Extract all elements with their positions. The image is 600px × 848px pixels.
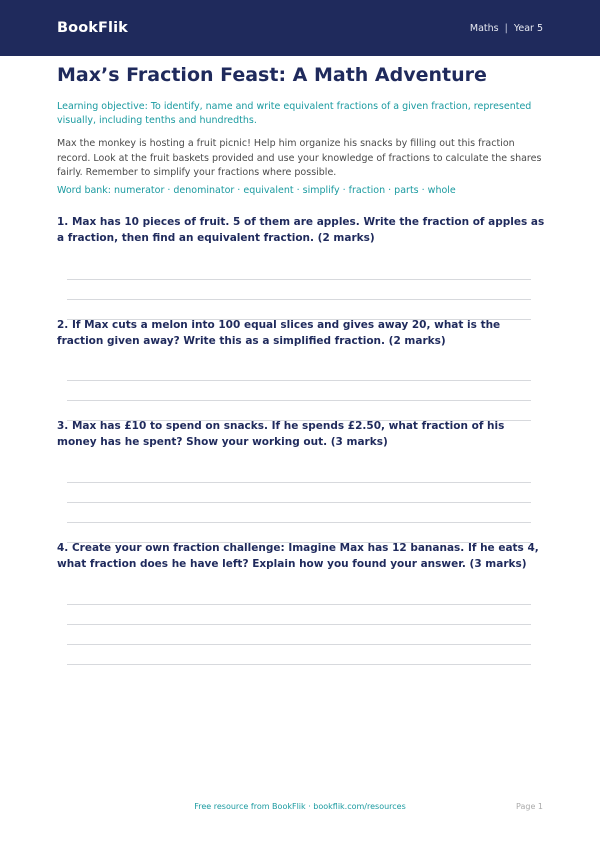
subject-label: Maths (469, 22, 499, 34)
question-1: 1. Max has 10 pieces of fruit. 5 of them are apples. Write the fraction of apples as a fraction, then find an equivalent fraction. (2 marks) (57, 216, 545, 244)
brand-logo[interactable]: BookFlik (57, 20, 128, 36)
answer-line-q3-2[interactable] (67, 502, 531, 503)
meta-separator: | (504, 22, 508, 34)
word-bank: Word bank: numerator · denominator · equivalent · simplify · fraction · parts · whole (57, 185, 456, 196)
learning-objective: Learning objective: To identify, name and write equivalent fractions of a given fraction, represented visually, including tenths and hundredths. (57, 101, 532, 126)
answer-line-q1-2[interactable] (67, 299, 531, 300)
answer-line-q4-3[interactable] (67, 644, 531, 645)
intro-paragraph: Max the monkey is hosting a fruit picnic! Help him organize his snacks by filling out this fraction record. Look at the fruit baskets provided and use your knowledge of fractions to calculate the shares fairly. Remember to simplify your fractions where possible. (57, 138, 542, 178)
answer-line-q3-3[interactable] (67, 522, 531, 523)
answer-line-q2-2[interactable] (67, 400, 531, 401)
year-label: Year 5 (513, 22, 543, 34)
answer-line-q3-1[interactable] (67, 482, 531, 483)
footer-resource-link[interactable]: Free resource from BookFlik · bookflik.com/resources (194, 802, 406, 811)
question-4: 4. Create your own fraction challenge: Imagine Max has 12 bananas. If he eats 4, what fraction does he have left? Explain how you found your answer. (3 marks) (57, 542, 539, 570)
question-2: 2. If Max cuts a melon into 100 equal slices and gives away 20, what is the fraction given away? Write this as a simplified fraction. (2 marks) (57, 319, 501, 347)
answer-line-q1-1[interactable] (67, 279, 531, 280)
answer-line-q4-1[interactable] (67, 604, 531, 605)
page-number: Page 1 (516, 802, 543, 811)
question-3: 3. Max has £10 to spend on snacks. If he spends £2.50, what fraction of his money has he spent? Show your working out. (3 marks) (57, 420, 505, 448)
answer-line-q4-4[interactable] (67, 664, 531, 665)
header-meta (470, 23, 543, 34)
header-bar (0, 0, 600, 56)
answer-line-q2-1[interactable] (67, 380, 531, 381)
answer-line-q4-2[interactable] (67, 624, 531, 625)
page-title: Max’s Fraction Feast: A Math Adventure (57, 64, 487, 86)
